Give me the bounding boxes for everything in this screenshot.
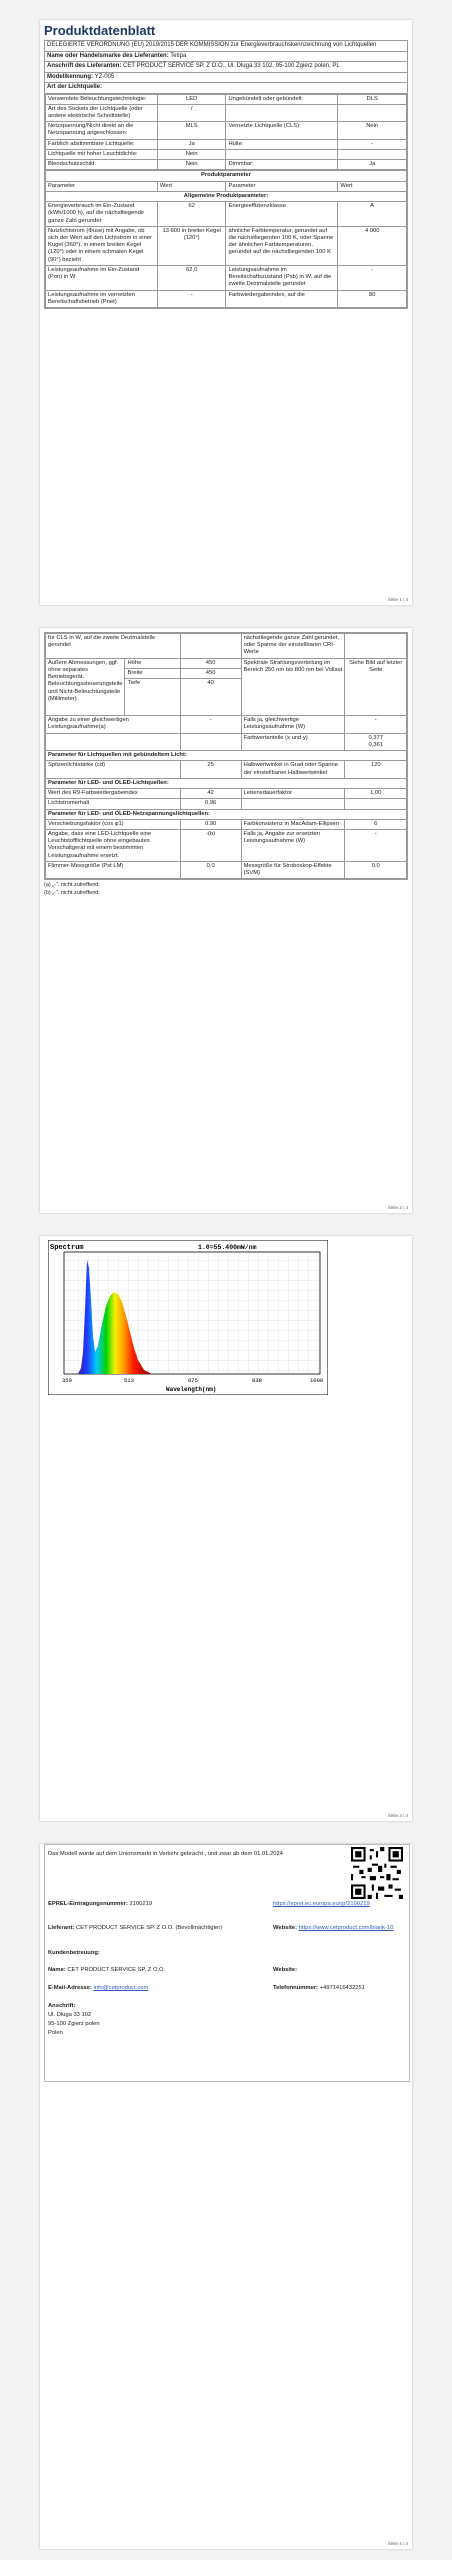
email-link[interactable]: info@cetproduct.com	[93, 1985, 149, 1991]
footnotes: (a) „-“: nicht zutreffend; (b) „-“: nicht zutreffend;	[44, 882, 100, 897]
page2-table-box	[44, 632, 408, 880]
supplier-info-box	[44, 1844, 410, 2082]
page-number: Seite 3 / 4	[387, 1813, 408, 1818]
spectral-value: Siehe Bild auf letzter Seite	[345, 658, 407, 715]
table-row: Energieverbrauch im Ein-Zustand (kWh/1000 h), auf die nächstliegende ganze Zahl gerundet 62 Energieeffizienzklasse A	[46, 202, 407, 227]
type-table	[45, 94, 407, 171]
name-row: Name: CET PRODUCT SERVICE SP. Z O.O.	[48, 1967, 166, 1973]
table-row: Lichtquelle mit hoher Leuchtdichte: Nein	[46, 149, 407, 159]
header-box	[44, 40, 408, 94]
website2-label: Website:	[273, 1967, 298, 1973]
supplier-address-row: Anschrift des Lieferanten: CET PRODUCT SERVICE SP. Z O.O., Ul. Dluga 33 102, 95-100 Zgierz polen, PL	[45, 62, 407, 73]
continuation-row: für CLS in W, auf die zweite Dezimalstelle gerundet nächstliegende ganze Zahl gerundet, oder Spanne der einstellbaren CRI-Werte	[46, 634, 407, 659]
address-label: Anschrift:	[48, 2003, 76, 2009]
model-row: Modellkennung: YZ-005	[45, 73, 407, 84]
page-number: Seite 4 / 4	[387, 2541, 408, 2546]
table-row: Leistungsaufnahme im vernetzten Bereitschaftsbetrieb (Pnet) - Farbwiedergabeindex, auf die 80	[46, 290, 407, 307]
section-netz: Parameter für LED- und OLED-Netzspannungslichtquellen:	[46, 809, 407, 819]
table-row: Wert des R9-Farbwiedergabeindex 42 Lebensdauerfaktor 1,00	[46, 789, 407, 799]
regulation-text: DELEGIERTE VERORDNUNG (EU) 2019/2015 DER KOMMISSION zur Energieverbrauchskennzeichnung von Lichtquellen	[45, 41, 407, 52]
address-line: 95-100 Zgierz polen	[48, 2021, 100, 2027]
page-4	[40, 1844, 412, 2549]
page-2	[40, 628, 412, 1213]
table-row: Farblich abstimmbare Lichtquelle: Ja Hülle: -	[46, 139, 407, 149]
table-row: Nutzlichtstrom (Φuse) mit Angabe, ob sich der Wert auf den Lichtstrom in einer Kugel (360°), in einem breiten Kegel (120°) oder in einem schmalen Kegel (90°) bezieht 13 600 in breiter Kegel (120°) ähnliche Farbtemperatur, gerundet auf die nächstliegenden 100 K, oder Spanne der ähnlichen Farbtemperaturen, gerundet auf die nächstliegenden 100 K 4 000	[46, 226, 407, 265]
website-link[interactable]: https://www.cetproduct.com/blank-10	[298, 1925, 394, 1931]
website-row: Website: https://www.cetproduct.com/blank-10	[273, 1925, 394, 1931]
param-table	[45, 170, 407, 308]
table-row: Lichtstromerhalt 0,96	[46, 799, 407, 809]
table-row: Blendschutzschild: Nein Dimmbar: Ja	[46, 160, 407, 170]
spectrum-xlabel: Wavelength(nm)	[166, 1386, 217, 1393]
email-row: E-Mail-Adresse: info@cetproduct.com	[48, 1985, 149, 1991]
page-number: Seite 1 / 4	[387, 597, 408, 602]
spectrum-image	[48, 1240, 328, 1395]
dimension-row: Äußere Abmessungen, ggf. ohne separates Betriebsgerät, Beleuchtungssteuerungsteile und Nicht-Beleuchtungsteile (Millimeter) Höhe 450 Spektrale Strahlungsverteilung im Bereich 250 nm bis 800 nm bei Vollast Siehe Bild auf letzter Seite	[46, 658, 407, 668]
svg-text:350: 350	[62, 1377, 72, 1384]
table-row: Flimmer-Messgröße (Pst LM) 0,0 Messgröße für Stroboskop-Effekte (SVM) 0,0	[46, 861, 407, 878]
svg-text:1000: 1000	[310, 1377, 324, 1384]
section-produktparameter: Produktparameter	[46, 171, 407, 181]
table-row: Angabe, dass eine LED-Lichtquelle eine Leuchtstofflichtquelle ohne eingebautes Vorschaltgerät mit einem bestimmten Leistungsaufnahme ersetzt. -(b) Falls ja, Angabe zur ersetzten Leistungsaufnahme (W) -	[46, 829, 407, 861]
page2-table: für CLS in W, auf die zweite Dezimalstelle gerundet nächstliegende ganze Zahl gerundet, oder Spanne der einstellbaren CRI-Werte Äußere Abmessungen, ggf. ohne separates Betriebsgerät, Beleuchtungssteuerungsteile und Nicht-Beleuchtungsteile (Millimeter) Höhe 450 Spektrale Strahlungsverteilung im Bereich 250 nm bis 800 nm bei Vollast Siehe Bild auf letzter Seite Breite 450 Tiefe 40 Angabe zu einer gleichwertigen Leistungsaufnahme(a) - Falls ja, gleichwertige Leistungsaufnahme (W) - Farbwertanteile (x und y) 0,377 0,361 Parameter für Lichtquellen mit gebündeltem Licht: Spitzenlichtstärke (cd) 25 Halbwertwinkel in Grad oder Spanne der einstellbaren Halbwertwinkel 120 Parameter für LED- und OLED-Lichtquellen: Wert des R9-Farbwiedergabeindex 42 Lebensdauerfaktor 1,00 Lichtstromerhalt 0,96 Parameter für LED- und OLED-Netzspannungslichtquellen: Verschiebungsfaktor (cos φ1) 0,90 Farbkonsistenz in MacAdam-Ellipsen 6 Angabe, dass eine LED-Lichtquelle eine Leuchtstofflichtquelle ohne eingebautes Vorschaltgerät mit einem bestimmten Leistungsaufnahme ersetzt. -(b) Falls ja, Angabe zur ersetzten Leistungsaufnahme (W) - Flimmer-Messgröße (Pst LM) 0,0 Messgröße für Stroboskop-Effekte (SVM) 0,0	[45, 633, 407, 879]
page-title: Produktdatenblatt	[44, 23, 156, 38]
supplier-row: Lieferant: CET PRODUCT SERVICE SP. Z O.O. (Bevollmächtigter)	[48, 1925, 223, 1931]
table-row: Netzspannung/Nicht direkt an die Netzspannung angeschlossen: MLS Vernetzte Lichtquelle (CLS): Nein	[46, 122, 407, 139]
supplier-name-row: Name oder Handelsmarke des Lieferanten: Tetipa	[45, 52, 407, 63]
address-line: Ul. Dluga 33 102	[48, 2012, 92, 2018]
param-header-row: Parameter Wert Parameter Wert	[46, 181, 407, 191]
section-oled: Parameter für LED- und OLED-Lichtquellen:	[46, 778, 407, 788]
page-3	[40, 1236, 412, 1821]
equivalent-row: Angabe zu einer gleichwertigen Leistungsaufnahme(a) - Falls ja, gleichwertige Leistungsaufnahme (W) -	[46, 716, 407, 733]
type-table-box	[44, 94, 408, 310]
spectrum-title: Spectrum	[50, 1244, 84, 1252]
phone-row: Telefonnummer: +4971416432251	[273, 1985, 365, 1991]
section-allgemeine: Allgemeine Produktparameter:	[46, 191, 407, 201]
qr-code-icon	[351, 1847, 403, 1899]
section-gebuendelt: Parameter für Lichtquellen mit gebündeltem Licht:	[46, 751, 407, 761]
chromaticity-row: Farbwertanteile (x und y) 0,377 0,361	[46, 733, 407, 750]
svg-text:838: 838	[252, 1377, 262, 1384]
customer-label: Kundenbetreuung:	[48, 1950, 100, 1956]
dimension-label: Äußere Abmessungen, ggf. ohne separates Betriebsgerät, Beleuchtungssteuerungsteile und Nicht-Beleuchtungsteile (Millimeter)	[46, 658, 125, 715]
svg-text:513: 513	[124, 1377, 134, 1384]
eprel-row: EPREL-Eintragungsnummer: 2100219	[48, 1901, 153, 1907]
eprel-link[interactable]: https://eprel.ec.europa.eu/qr/2100219	[273, 1901, 370, 1907]
table-row: Leistungsaufnahme im Ein-Zustand (Pon) in W 62,0 Leistungsaufnahme im Bereitschaftszustand (Psb) in W, auf die zweite Dezimalstelle gerundet -	[46, 265, 407, 290]
page-number: Seite 2 / 4	[387, 1205, 408, 1210]
spectrum-reading: 1.0=55.400mW/nm	[198, 1244, 257, 1251]
spectral-label: Spektrale Strahlungsverteilung im Bereich 250 nm bis 800 nm bei Vollast	[241, 658, 345, 715]
address-line: Polen	[48, 2030, 63, 2036]
table-row: Verschiebungsfaktor (cos φ1) 0,90 Farbkonsistenz in MacAdam-Ellipsen 6	[46, 819, 407, 829]
svg-text:675: 675	[188, 1377, 198, 1384]
type-label: Art der Lichtquelle:	[47, 84, 103, 90]
table-row: Art des Sockels der Lichtquelle (oder andere elektrische Schnittstelle) /	[46, 104, 407, 121]
table-row: Verwendete Beleuchtungstechnologie: LED Ungebündelt oder gebündelt: DLS	[46, 94, 407, 104]
page-1	[40, 20, 412, 605]
market-text: Das Modell wurde auf dem Unionsmarkt in Verkehr gebracht , und zwar ab dem 01.01.2024	[48, 1851, 283, 1857]
beam-row: Spitzenlichtstärke (cd) 25 Halbwertwinkel in Grad oder Spanne der einstellbaren Halbwertwinkel 120	[46, 761, 407, 778]
